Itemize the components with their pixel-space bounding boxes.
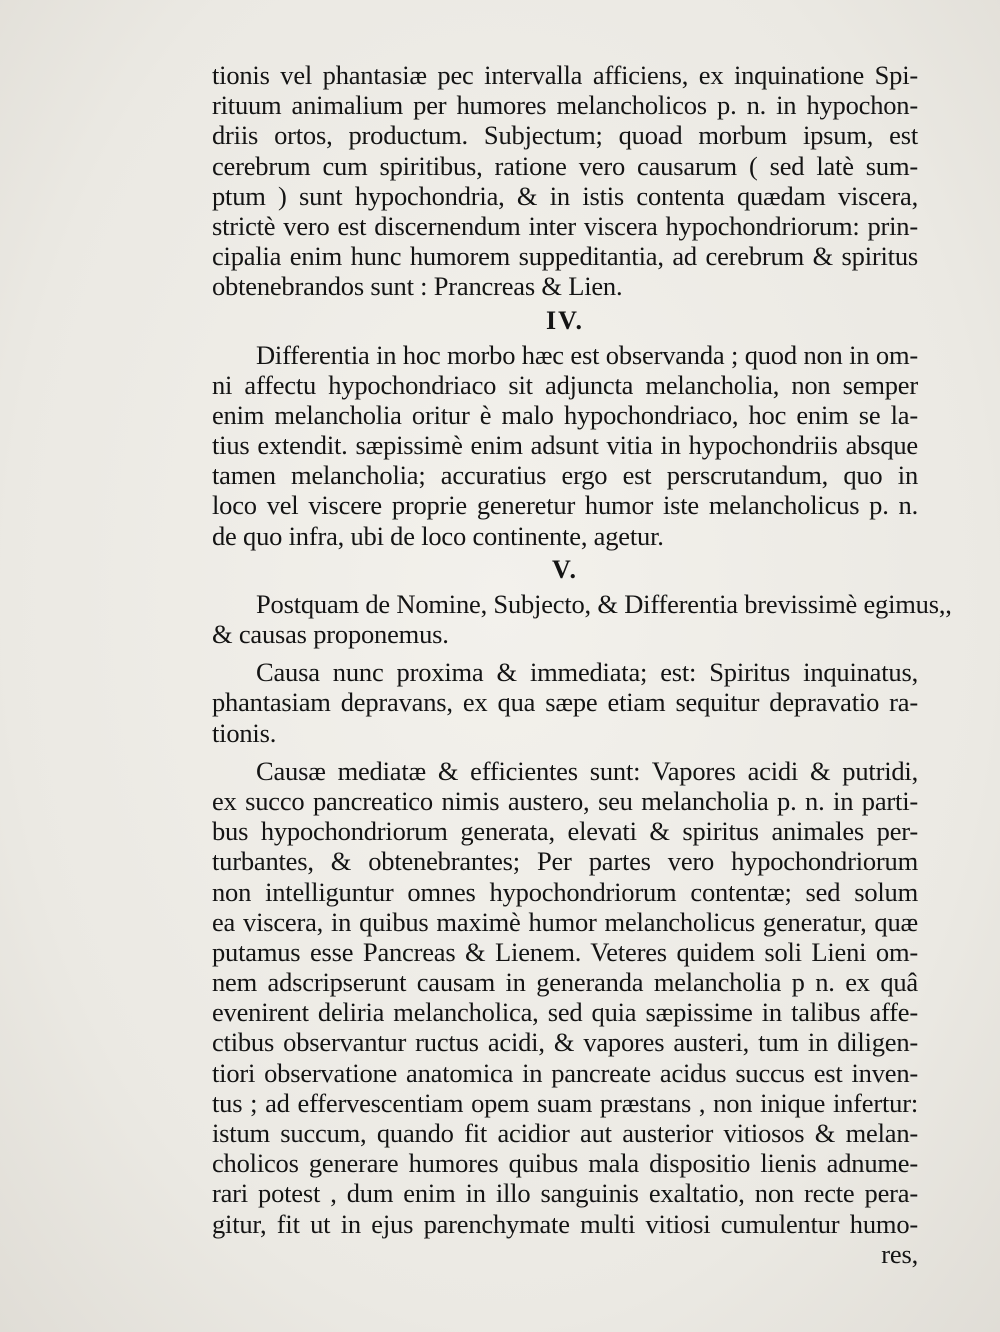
text-line: Causa nunc proxima & immediata; est: Spiritus inquinatus, — [256, 657, 918, 688]
text-line: ea viscera, in quibus maximè humor melancholicus generatur, quæ — [212, 906, 918, 937]
paragraph-differentia — [212, 340, 918, 551]
text-line: rari potest , dum enim in illo sanguinis exaltatio, non recte pera- — [212, 1178, 918, 1209]
text-line: evenirent deliria melancholica, sed quia sæpissime in talibus affe- — [212, 997, 918, 1028]
text-line: ctibus observantur ructus acidi, & vapores austeri, tum in diligen- — [212, 1027, 918, 1058]
catchword: res, — [881, 1238, 918, 1269]
text-line: tionis. — [212, 717, 277, 748]
text-line: loco vel viscere proprie generetur humor iste melancholicus p. n. — [212, 490, 918, 521]
text-line: driis ortos, productum. Subjectum; quoad morbum ipsum, est — [212, 120, 918, 151]
text-line: non intelliguntur omnes hypochondriorum contentæ; sed solum — [212, 876, 918, 907]
text-line: istum succum, quando fit acidior aut austerior vitiosos & melan- — [212, 1118, 918, 1148]
paragraph-definition — [212, 60, 918, 302]
text-line: cipalia enim hunc humorem suppeditantia, ad cerebrum & spiritus — [212, 241, 918, 272]
text-line: ni affectu hypochondriaco sit adjuncta melancholia, non semper — [212, 369, 918, 400]
text-line: Differentia in hoc morbo hæc est observanda ; quod non in om- — [256, 339, 918, 370]
text-line: Causæ mediatæ & efficientes sunt: Vapores acidi & putridi, — [256, 755, 918, 786]
paragraph-causae-mediatae — [212, 756, 918, 1269]
text-line: tionis vel phantasiæ pec intervalla afficiens, ex inquinatione Spi- — [212, 60, 918, 90]
text-line: ex succo pancreatico nimis austero, seu melancholia p. n. in parti- — [212, 785, 918, 816]
text-line: Postquam de Nomine, Subjecto, & Differentia brevissimè egimus,, — [256, 588, 952, 619]
text-line: nem adscripserunt causam in generanda melancholia p n. ex quâ — [212, 967, 918, 998]
text-line: turbantes, & obtenebrantes; Per partes vero hypochondriorum — [212, 846, 918, 877]
text-line: tus ; ad effervescentiam opem suam præstans , non inique infertur: — [212, 1087, 918, 1118]
text-line: cerebrum cum spiritibus, ratione vero causarum ( sed latè sum- — [212, 150, 918, 181]
text-line: bus hypochondriorum generata, elevati & spiritus animales per- — [212, 816, 918, 847]
paragraph-postquam — [212, 588, 952, 649]
paragraph-causa-proxima — [212, 657, 918, 748]
text-line: ptum ) sunt hypochondria, & in istis contenta quædam viscera, — [212, 180, 918, 211]
section-heading-iv: IV. — [545, 305, 585, 335]
text-line: tamen melancholia; accuratius ergo est perscrutandum, quo in — [212, 460, 918, 491]
text-line: strictè vero est discernendum inter viscera hypochondriorum: prin- — [212, 210, 918, 241]
text-line: & causas proponemus. — [212, 619, 449, 649]
text-column — [212, 60, 952, 1269]
text-line: gitur, fit ut in ejus parenchymate multi vitiosi cumulentur humo- — [212, 1208, 918, 1239]
text-line: rituum animalium per humores melancholicos p. n. in hypochon- — [212, 90, 918, 121]
text-line: tiori observatione anatomica in pancreate acidus succus est inven- — [212, 1057, 918, 1088]
text-line: cholicos generare humores quibus mala dispositio lienis adnume- — [212, 1148, 918, 1179]
text-line: phantasiam depravans, ex qua sæpe etiam sequitur depravatio ra- — [212, 687, 918, 718]
text-line: tius extendit. sæpissimè enim adsunt vitia in hypochondriis absque — [212, 430, 918, 461]
text-line: enim melancholia oritur è malo hypochondriaco, hoc enim se la- — [212, 399, 918, 430]
section-heading-v: V. — [552, 554, 578, 584]
text-line: obtenebrandos sunt : Prancreas & Lien. — [212, 271, 623, 302]
text-line: putamus esse Pancreas & Lienem. Veteres quidem soli Lieni om- — [212, 936, 918, 967]
text-line: de quo infra, ubi de loco continente, agetur. — [212, 520, 664, 551]
